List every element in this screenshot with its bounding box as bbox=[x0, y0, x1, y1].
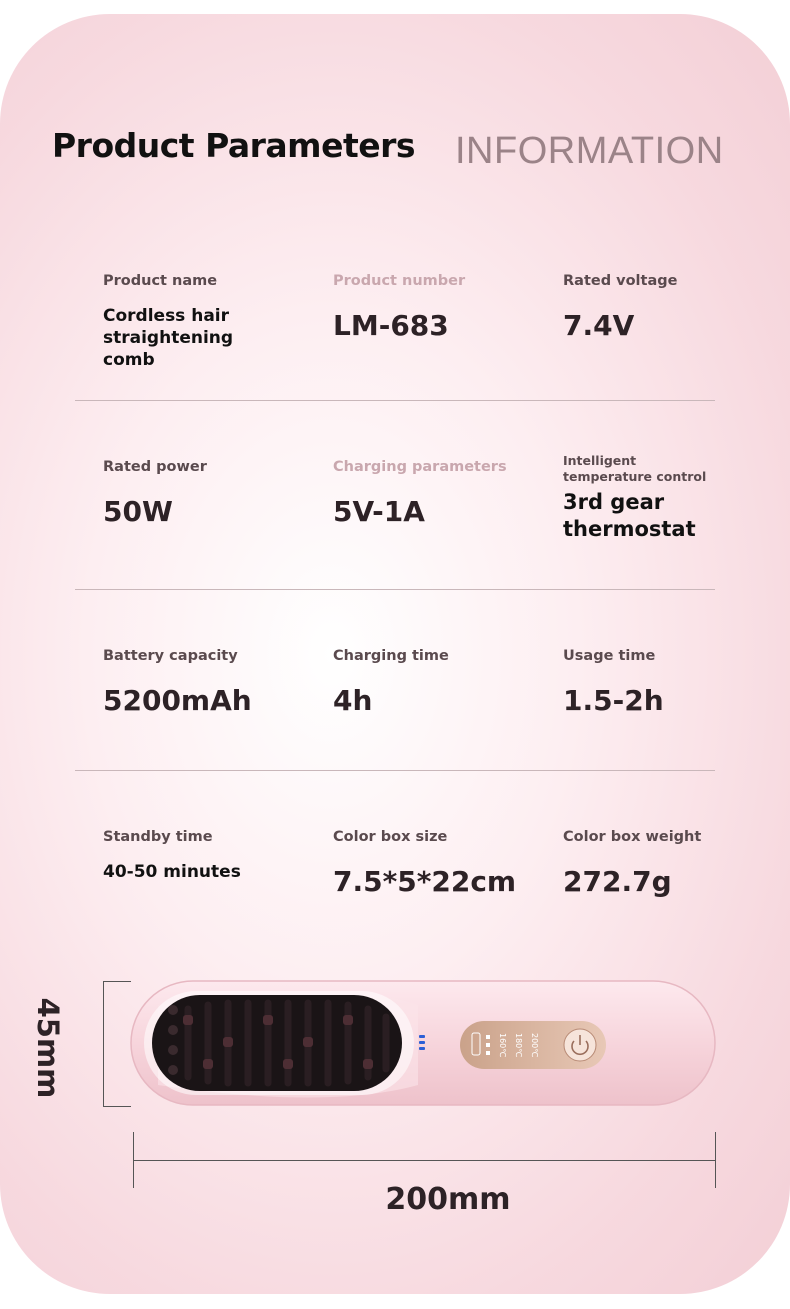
param-label: Standby time bbox=[103, 829, 213, 845]
param-rated-power bbox=[103, 459, 313, 528]
param-label: Charging time bbox=[333, 648, 449, 664]
divider bbox=[75, 770, 715, 771]
temp-160: 160℃ bbox=[498, 1033, 507, 1058]
temp-200: 200℃ bbox=[530, 1033, 539, 1058]
param-value: LM-683 bbox=[333, 309, 449, 342]
param-value: 5200mAh bbox=[103, 684, 252, 717]
width-tick-right bbox=[715, 1132, 716, 1188]
param-charging-time bbox=[333, 648, 543, 717]
param-usage-time bbox=[563, 648, 723, 717]
height-tick-bottom bbox=[103, 1106, 131, 1107]
height-label: 45mm bbox=[31, 997, 65, 1099]
height-dimension-line bbox=[103, 981, 104, 1107]
param-value: Cordless hair straightening comb bbox=[103, 306, 234, 370]
param-product-number bbox=[333, 273, 543, 342]
param-temperature-control bbox=[563, 453, 723, 543]
param-color-box-size bbox=[333, 829, 543, 898]
param-label: Color box size bbox=[333, 829, 448, 845]
param-label: Battery capacity bbox=[103, 648, 238, 664]
page-title: Product Parameters bbox=[52, 126, 416, 165]
height-tick-top bbox=[103, 981, 131, 982]
param-value: 4h bbox=[333, 684, 373, 717]
temp-180: 180℃ bbox=[514, 1033, 523, 1058]
param-charging-parameters bbox=[333, 459, 543, 528]
param-value: 40-50 minutes bbox=[103, 862, 241, 882]
param-value: 7.4V bbox=[563, 309, 635, 342]
param-label: Product name bbox=[103, 273, 218, 289]
divider bbox=[75, 400, 715, 401]
page-subtitle: INFORMATION bbox=[455, 130, 724, 172]
hair-straightening-comb-image bbox=[128, 975, 718, 1110]
divider bbox=[75, 589, 715, 590]
param-value: 7.5*5*22cm bbox=[333, 865, 517, 898]
param-color-box-weight bbox=[563, 829, 723, 898]
width-tick-left bbox=[133, 1132, 134, 1188]
param-row-4 bbox=[75, 829, 715, 969]
param-standby-time bbox=[103, 829, 313, 883]
param-row-3 bbox=[75, 648, 715, 788]
param-row-2 bbox=[75, 453, 715, 599]
param-value: 5V-1A bbox=[333, 495, 425, 528]
param-label: Charging parameters bbox=[333, 459, 507, 475]
width-dimension-line bbox=[133, 1160, 716, 1161]
param-label: Color box weight bbox=[563, 829, 702, 845]
param-value: 50W bbox=[103, 495, 173, 528]
param-product-name bbox=[103, 273, 313, 371]
param-value: 1.5-2h bbox=[563, 684, 664, 717]
param-label: Usage time bbox=[563, 648, 656, 664]
param-value: 3rd gear thermostat bbox=[563, 490, 696, 541]
param-label: Product number bbox=[333, 273, 466, 289]
param-value: 272.7g bbox=[563, 865, 672, 898]
param-row-1 bbox=[75, 273, 715, 413]
param-label: Rated voltage bbox=[563, 273, 678, 289]
param-battery-capacity bbox=[103, 648, 313, 717]
param-label: Intelligent temperature control bbox=[563, 453, 707, 484]
width-label: 200mm bbox=[385, 1182, 511, 1217]
param-rated-voltage bbox=[563, 273, 723, 342]
param-label: Rated power bbox=[103, 459, 207, 475]
